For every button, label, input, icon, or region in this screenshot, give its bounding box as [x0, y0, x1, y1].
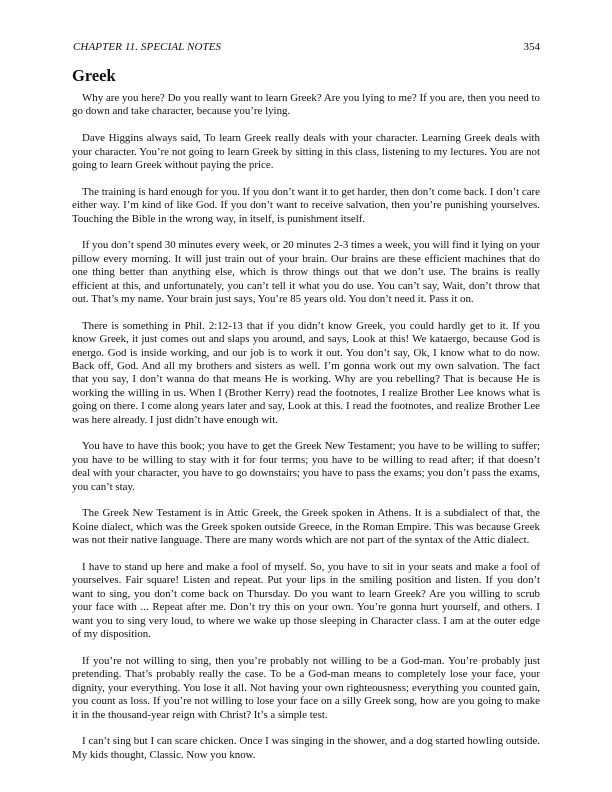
chapter-heading: CHAPTER 11. SPECIAL NOTES [73, 41, 222, 53]
paragraph: You have to have this book; you have to get the Greek New Testament; you have to be willing to suffer; you have to be willing to stay with it for four terms; you have to be willing to read after; if that doesn’t deal with your character, you have to go downstairs; you have to pass the exams; you don’t pass the exams, you can’t stay. [72, 440, 540, 493]
paragraph: If you’re not willing to sing, then you’re probably not willing to be a God-man. You’re probably just pretending. That’s probably really the case. To be a God-man means to completely lose your face, your dignity, your everything. You lose it all. Not having your own righteousness; everything you counted gain, you count as loss. If you’re not willing to lose your face on a silly Greek song, how are you going to make it in the thousand-year reign with Christ? It’s a simple test. [72, 654, 540, 721]
paragraph: Why are you here? Do you really want to learn Greek? Are you lying to me? If you are, then you need to go down and take character, because you’re lying. [72, 92, 540, 118]
paragraph: I can’t sing but I can scare chicken. Once I was singing in the shower, and a dog started howling outside. My kids thought, Classic. Now you know. [72, 735, 540, 761]
paragraph: There is something in Phil. 2:12-13 that if you didn’t know Greek, you could hardly get to it. If you know Greek, it just comes out and slaps you around, and says, Look at this! We kataergo, because God is energo. God is inside working, and our job is to work it out. You don’t say, Ok, I know what to do now. Back off, God. And all my brothers and sisters as well. I’m gonna work out my own salvation. The fact that you say, I don’t wanna do that means He is working. Why are you rebelling? That is because He is working the willing in us. When I (Brother Kerry) read the footnotes, I realize Brother Lee knows what is going on there. I come along years later and say, Look at this. I read the footnotes, and realize Brother Lee was here already. I just didn’t have enough wit. [72, 319, 540, 426]
running-header [73, 41, 540, 55]
paragraph: The Greek New Testament is in Attic Greek, the Greek spoken in Athens. It is a subdialect of that, the Koine dialect, which was the Greek spoken outside Greece, in the Roman Empire. This was because Greek was not their native language. There are many words which are not part of the syntax of the Attic dialect. [72, 507, 540, 547]
paragraph: Dave Higgins always said, To learn Greek really deals with your character. Learning Greek deals with your character. You’re not going to learn Greek by sitting in this class, listening to my lectures. You are not going to learn Greek without paying the price. [72, 132, 540, 171]
body-text [72, 92, 540, 775]
paragraph: If you don’t spend 30 minutes every week, or 20 minutes 2-3 times a week, you will find it lying on your pillow every morning. It will just train out of your brain. Our brains are these efficient machines that do one thing better than anything else, which is throw things out that we don’t use. The brains is really efficient at this, and unfortunately, you can’t tell it what you do use. You can’t say, Wait, don’t throw that out. That’s my name. Your brain just says, You’re 85 years old. You don’t need it. Pass it on. [72, 239, 540, 305]
page-number: 354 [523, 41, 540, 53]
paragraph: I have to stand up here and make a fool of myself. So, you have to sit in your seats and make a fool of yourselves. Fair square! Listen and repeat. Put your lips in the smiling position and listen. If you don’t want to sing, you don’t come back on Thursday. Do you want to learn Greek? Are you willing to scrub your face with ... Repeat after me. Don’t try this on your own. You’re gonna hurt yourself, and others. I want you to sing very loud, to where we wake up those sleeping in Character class. I am at the outer edge of my disposition. [72, 561, 540, 641]
section-title: Greek [72, 66, 116, 85]
paragraph: The training is hard enough for you. If you don’t want it to get harder, then don’t come back. I don’t care either way. I’m kind of like God. If you don’t want to receive salvation, then you’re punishing yourselves. Touching the Bible in the wrong way, in itself, is punishment itself. [72, 185, 540, 225]
